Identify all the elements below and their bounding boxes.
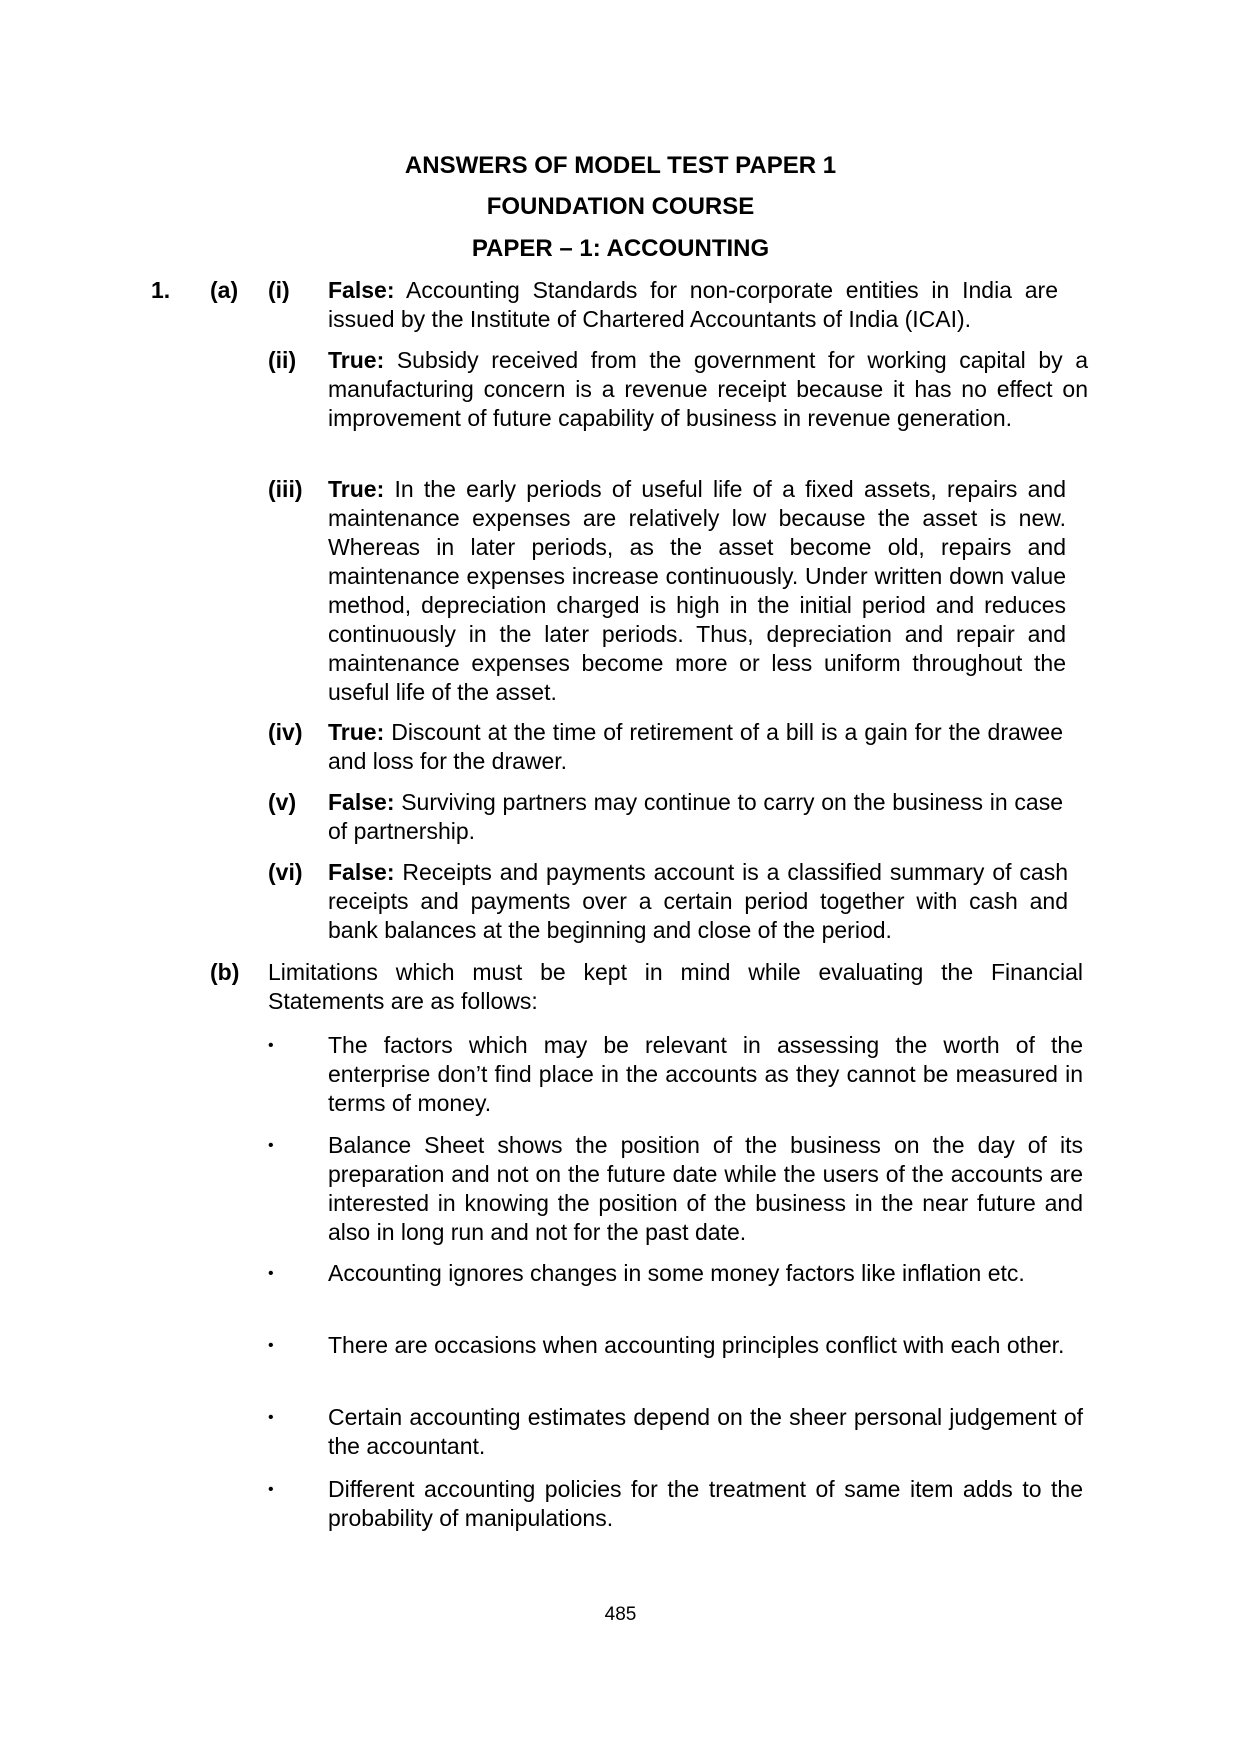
part-b-label: (b): [210, 959, 240, 985]
item-iv-label: (iv): [268, 719, 303, 745]
part-a-label: (a): [210, 277, 239, 303]
item-vi-label: (vi): [268, 859, 303, 885]
page-number: 485: [604, 1604, 637, 1625]
verdict: False:: [328, 277, 395, 303]
bullet-icon: •: [268, 1337, 274, 1354]
bullet-icon: •: [268, 1265, 274, 1282]
question-number: 1.: [151, 277, 171, 303]
limitation-item: Different accounting policies for the treatment of same item adds to the probability of manipulations.: [328, 1476, 1083, 1531]
paper-title: PAPER – 1: ACCOUNTING: [471, 235, 770, 262]
bullet-icon: •: [268, 1137, 274, 1154]
verdict: True:: [328, 347, 385, 373]
item-v-label: (v): [268, 789, 297, 815]
limitation-item: The factors which may be relevant in assessing the worth of the enterprise don’t find place in the accounts as they cannot be measured in terms of money.: [328, 1032, 1083, 1116]
answer-text: In the early periods of useful life of a fixed assets, repairs and maintenance expenses are relatively low because the asset is new. Whereas in later periods, as the asset become old, repairs and maintenance expenses increase continuously. Under written down value method, depreciation charged is high in the initial period and reduces continuously in the later periods. Thus, depreciation and repair and maintenance expenses become more or less uniform throughout the useful life of the asset.: [328, 476, 1066, 705]
verdict: True:: [328, 719, 385, 745]
course-title: FOUNDATION COURSE: [486, 193, 755, 220]
bullet-icon: •: [268, 1037, 274, 1054]
answer-text: Discount at the time of retirement of a bill is a gain for the drawee and loss for the drawer.: [328, 719, 1063, 774]
answer-text: Surviving partners may continue to carry on the business in case of partnership.: [328, 789, 1063, 844]
answer-item-iv: [328, 718, 1063, 776]
part-b-intro: Limitations which must be kept in mind while evaluating the Financial Statements are as follows:: [268, 959, 1083, 1014]
item-ii-label: (ii): [268, 347, 297, 373]
answer-text: Accounting Standards for non-corporate entities in India are issued by the Institute of Chartered Accountants of India (ICAI).: [328, 277, 1058, 332]
limitation-item: Certain accounting estimates depend on the sheer personal judgement of the accountant.: [328, 1404, 1083, 1459]
bullet-icon: •: [268, 1409, 274, 1426]
answer-text: Subsidy received from the government for working capital by a manufacturing concern is a revenue receipt because it has no effect on improvement of future capability of business in revenue generation.: [328, 347, 1088, 431]
verdict: False:: [328, 859, 395, 885]
item-iii-label: (iii): [268, 476, 303, 502]
answer-item-vi: [328, 858, 1068, 945]
answer-item-i: [328, 276, 1058, 334]
bullet-icon: •: [268, 1481, 274, 1498]
verdict: False:: [328, 789, 395, 815]
verdict: True:: [328, 476, 385, 502]
limitation-item: Balance Sheet shows the position of the business on the day of its preparation and not on the future date while the users of the accounts are interested in knowing the position of the business in the near future and also in long run and not for the past date.: [328, 1132, 1083, 1245]
answer-text: Receipts and payments account is a classified summary of cash receipts and payments over a certain period together with cash and bank balances at the beginning and close of the period.: [328, 859, 1068, 943]
item-i-label: (i): [268, 277, 290, 303]
answer-item-v: [328, 788, 1063, 846]
limitation-item: Accounting ignores changes in some money factors like inflation etc.: [328, 1260, 1025, 1286]
document-title: ANSWERS OF MODEL TEST PAPER 1: [404, 152, 837, 179]
answer-item-ii: [328, 346, 1088, 433]
limitation-item: There are occasions when accounting principles conflict with each other.: [328, 1332, 1065, 1358]
answer-item-iii: [328, 475, 1066, 707]
